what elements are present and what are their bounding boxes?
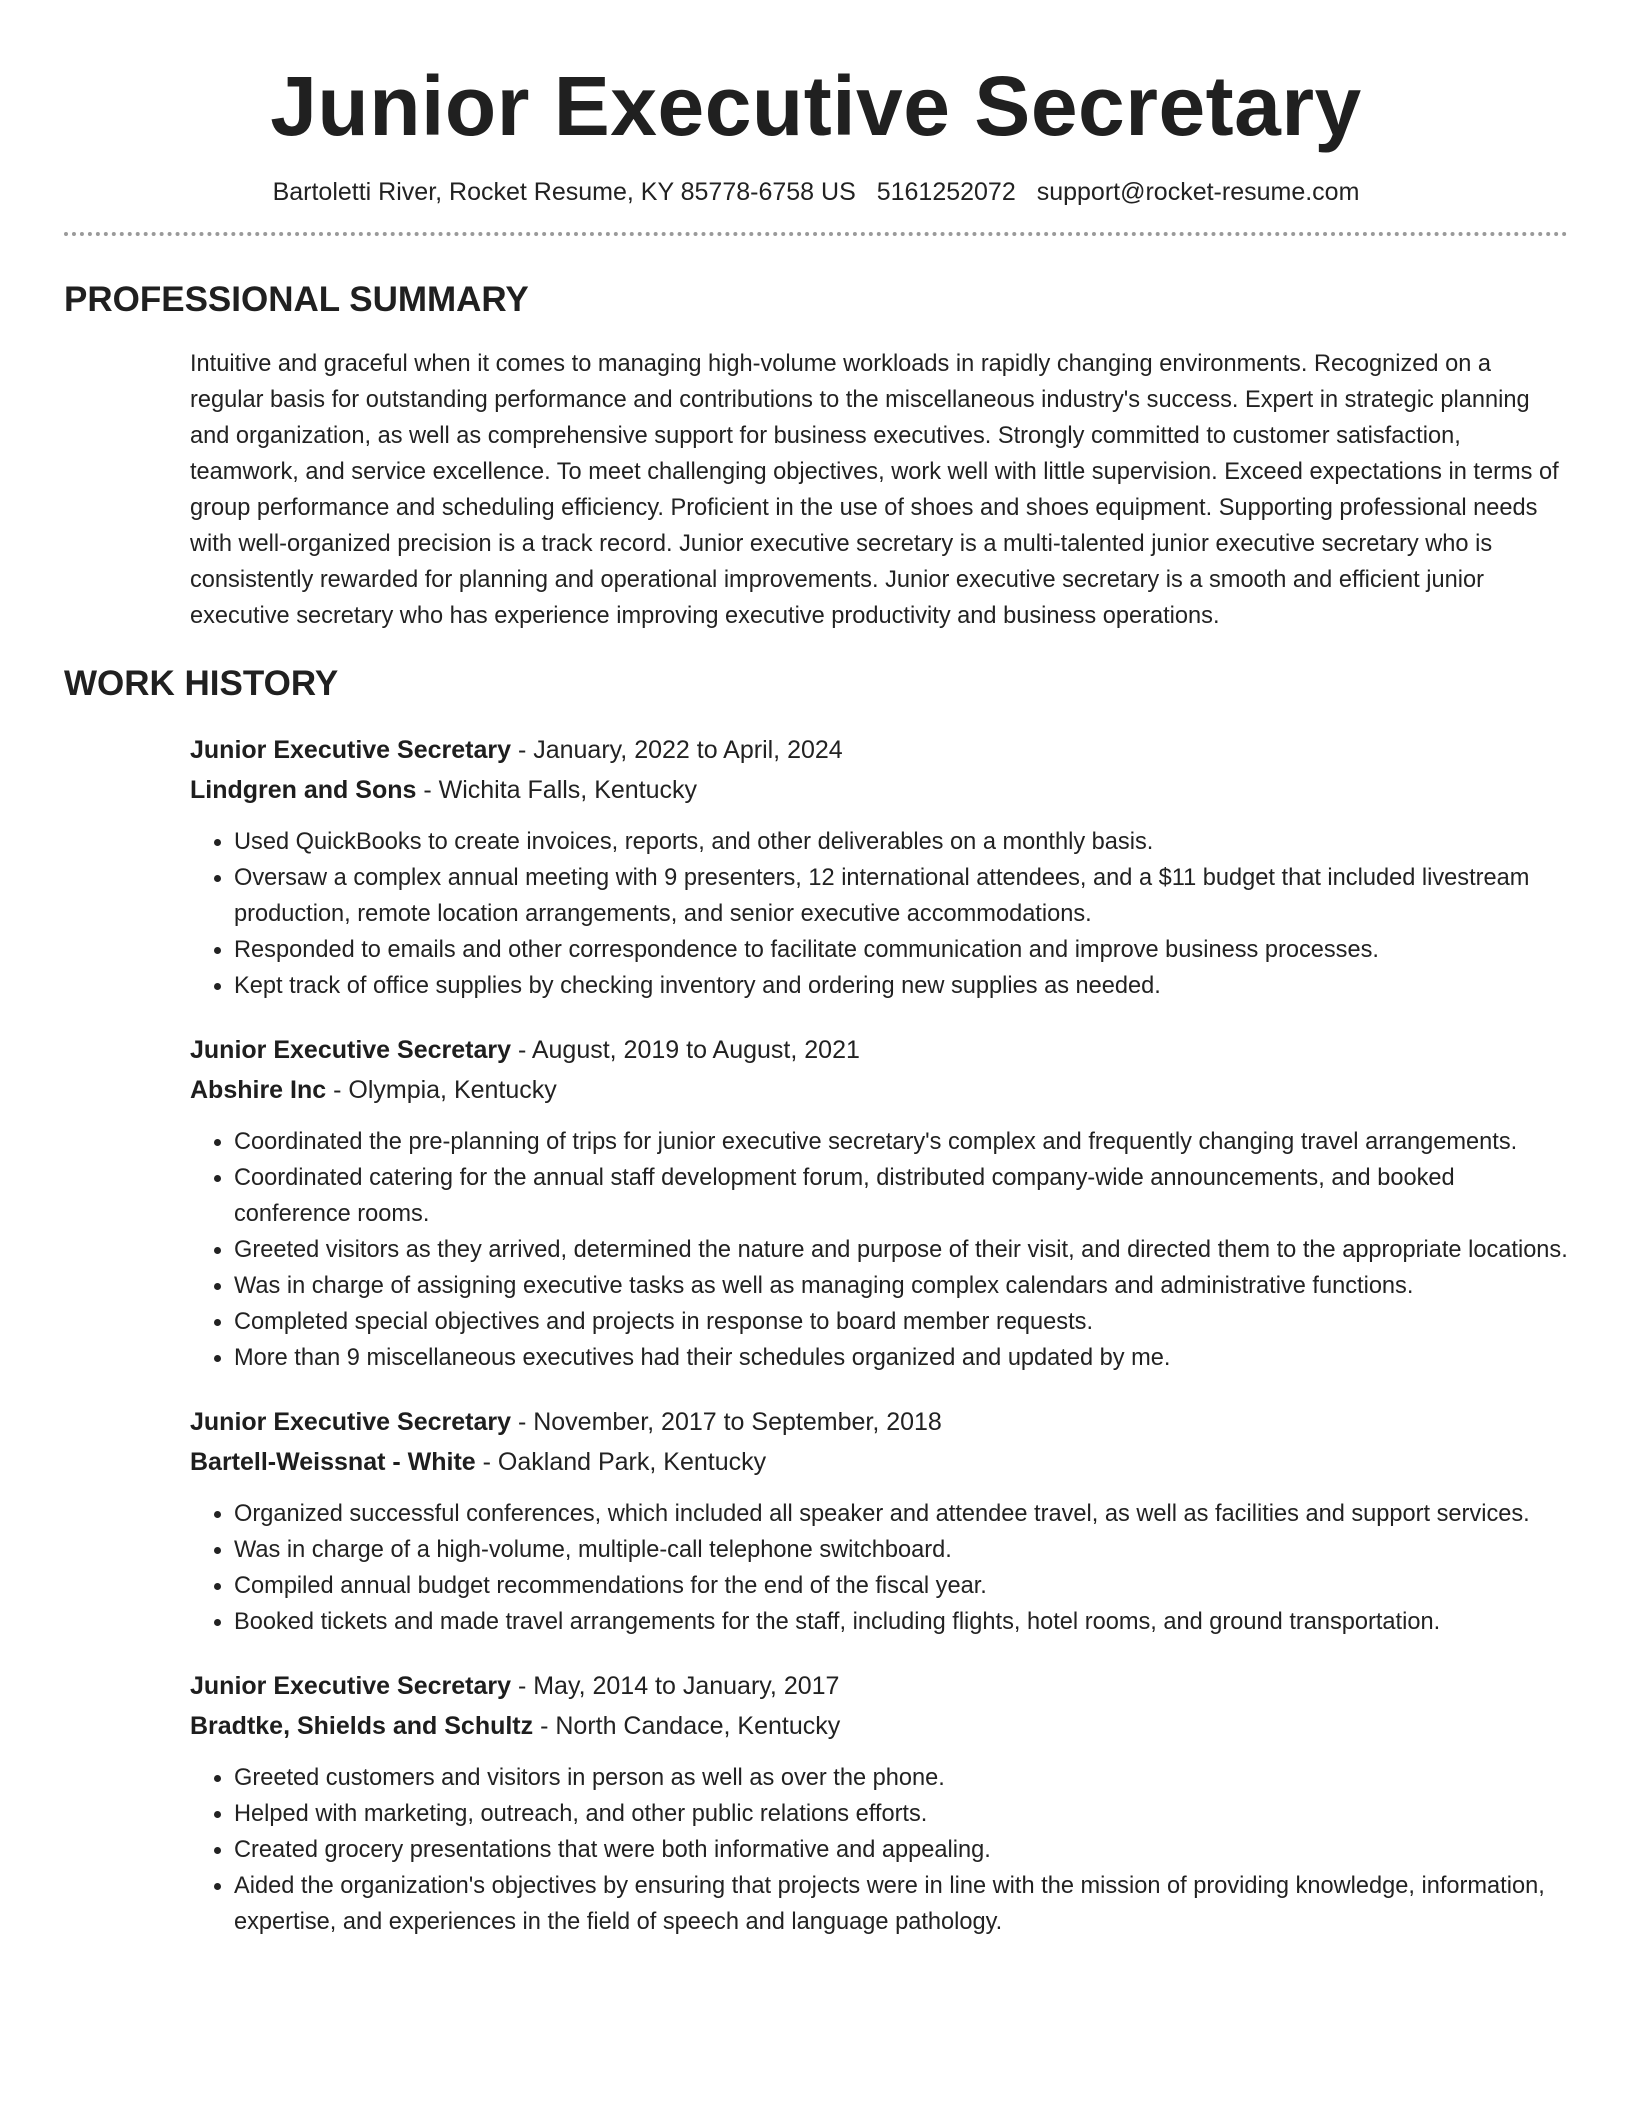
job-bullet: • Compiled annual budget recommendations for the end of the fiscal year. [234, 1568, 1568, 1604]
summary-heading: PROFESSIONAL SUMMARY [64, 280, 529, 319]
job-location: - Olympia, Kentucky [326, 1076, 557, 1104]
job-bullet: • Greeted visitors as they arrived, determined the nature and purpose of their visit, and directed them to the appropriate locations. [234, 1232, 1568, 1268]
summary-text: Intuitive and graceful when it comes to managing high-volume workloads in rapidly changing environments. Recognized on a regular basis for outstanding performance and contributions to the miscellaneous industry's success. Expert in strategic planning and organization, as well as comprehensive support for business executives. Strongly committed to customer satisfaction, teamwork, and service excellence. To meet challenging objectives, work well with little supervision. Exceed expectations in terms of group performance and scheduling efficiency. Proficient in the use of shoes and shoes equipment. Supporting professional needs with well-organized precision is a track record. Junior executive secretary is a multi-talented junior executive secretary who is consistently rewarded for planning and operational improvements. Junior executive secretary is a smooth and efficient junior executive secretary who has experience improving executive productivity and business operations. [190, 351, 1559, 629]
job-company-line [190, 770, 1568, 810]
resume-name: Junior Executive Secretary [270, 59, 1362, 153]
job-company: Bartell-Weissnat - White [190, 1448, 476, 1476]
job-bullet: • Responded to emails and other correspondence to facilitate communication and improve business processes. [234, 932, 1568, 968]
contact-line [64, 176, 1568, 208]
job-bullet: • More than 9 miscellaneous executives had their schedules organized and updated by me. [234, 1340, 1568, 1376]
job-bullet: • Greeted customers and visitors in person as well as over the phone. [234, 1760, 1568, 1796]
job-dates: - January, 2022 to April, 2024 [511, 736, 843, 764]
job-title-line [190, 1030, 1568, 1070]
job-location: - Wichita Falls, Kentucky [416, 776, 698, 804]
job-title-line [190, 1402, 1568, 1442]
job-role: Junior Executive Secretary [190, 1672, 511, 1700]
job-bullet: • Oversaw a complex annual meeting with 9 presenters, 12 international attendees, and a $11 budget that included livestream production, remote location arrangements, and senior executive accommodations. [234, 860, 1568, 932]
job-bullets [190, 824, 1568, 1004]
work-history-heading: WORK HISTORY [64, 664, 339, 703]
job-bullet: • Was in charge of assigning executive tasks as well as managing complex calendars and administrative functions. [234, 1268, 1568, 1304]
job-entry [190, 1666, 1568, 1940]
job-bullets [190, 1124, 1568, 1376]
job-dates: - August, 2019 to August, 2021 [511, 1036, 860, 1064]
job-company-line [190, 1070, 1568, 1110]
job-bullet: • Used QuickBooks to create invoices, reports, and other deliverables on a monthly basis. [234, 824, 1568, 860]
job-bullet: • Coordinated catering for the annual staff development forum, distributed company-wide announcements, and booked conference rooms. [234, 1160, 1568, 1232]
job-company: Lindgren and Sons [190, 776, 417, 804]
job-company: Abshire Inc [190, 1076, 327, 1104]
job-bullet: • Organized successful conferences, which included all speaker and attendee travel, as well as facilities and support services. [234, 1496, 1568, 1532]
job-bullet: • Created grocery presentations that were both informative and appealing. [234, 1832, 1568, 1868]
job-entry [190, 1030, 1568, 1376]
header-divider [64, 232, 1568, 236]
job-entry [190, 730, 1568, 1004]
job-title-line [190, 1666, 1568, 1706]
job-bullet: • Completed special objectives and projects in response to board member requests. [234, 1304, 1568, 1340]
job-dates: - November, 2017 to September, 2018 [511, 1408, 942, 1436]
job-company-line [190, 1442, 1568, 1482]
job-bullets [190, 1760, 1568, 1940]
job-title-line [190, 730, 1568, 770]
contact-phone: 5161252072 [876, 178, 1016, 206]
job-bullet: • Helped with marketing, outreach, and other public relations efforts. [234, 1796, 1568, 1832]
resume-page [64, 0, 1568, 1940]
job-company: Bradtke, Shields and Schultz [190, 1712, 534, 1740]
contact-email[interactable]: support@rocket-resume.com [1036, 178, 1360, 206]
job-bullet: • Booked tickets and made travel arrangements for the staff, including flights, hotel rooms, and ground transportation. [234, 1604, 1568, 1640]
job-role: Junior Executive Secretary [190, 1408, 511, 1436]
job-bullets [190, 1496, 1568, 1640]
job-bullet: • Was in charge of a high-volume, multiple-call telephone switchboard. [234, 1532, 1568, 1568]
job-role: Junior Executive Secretary [190, 1036, 511, 1064]
job-role: Junior Executive Secretary [190, 736, 511, 764]
job-dates: - May, 2014 to January, 2017 [511, 1672, 840, 1700]
job-location: - Oakland Park, Kentucky [475, 1448, 767, 1476]
job-bullet: • Kept track of office supplies by checking inventory and ordering new supplies as needed. [234, 968, 1568, 1004]
job-location: - North Candace, Kentucky [533, 1712, 841, 1740]
job-entry [190, 1402, 1568, 1640]
job-list [190, 730, 1568, 1940]
job-company-line [190, 1706, 1568, 1746]
job-bullet: • Coordinated the pre-planning of trips for junior executive secretary's complex and frequently changing travel arrangements. [234, 1124, 1568, 1160]
job-bullet: • Aided the organization's objectives by ensuring that projects were in line with the mission of providing knowledge, information, expertise, and experiences in the field of speech and language pathology. [234, 1868, 1568, 1940]
contact-address: Bartoletti River, Rocket Resume, KY 85778-6758 US [272, 178, 856, 206]
